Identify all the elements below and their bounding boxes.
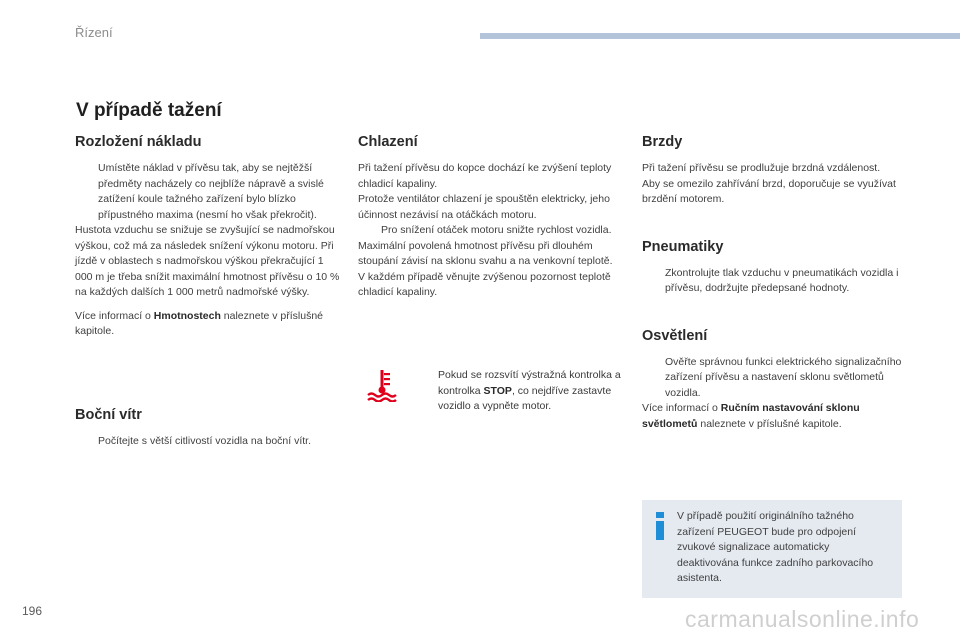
cooling-paragraph-1: Při tažení přívěsu do kopce dochází ke zvýšení teploty chladicí kapaliny. (358, 162, 612, 190)
lighting-more-info-link: Ručním nastavování sklonu světlometů (642, 402, 860, 430)
load-more-info-link: Hmotnostech (153, 309, 221, 322)
column-middle (358, 133, 623, 301)
list-item (642, 266, 907, 297)
brakes-paragraph-2: Aby se omezilo zahřívání brzd, doporučuje se využívat brzdění motorem. (642, 177, 896, 205)
warning-bullet: Pokud se rozsvítí výstražná kontrolka a kontrolka STOP, co nejdříve zastavte vozidlo a vypněte motor. (438, 369, 621, 412)
list-item (642, 355, 907, 402)
load-bullet-text: Umístěte náklad v přívěsu tak, aby se nejtěžší předměty nacházely co nejblíže nápravě a svislé zatížení koule tažného zařízení bylo blízko přípustného maxima (nesmí ho však překročit). (98, 162, 324, 221)
chapter-title: Řízení (75, 25, 113, 40)
list-item (75, 434, 340, 450)
coolant-temperature-warning-icon (365, 368, 399, 402)
list-item (358, 223, 623, 239)
section-heading-tyres: Pneumatiky (642, 238, 724, 255)
list-item (75, 161, 340, 223)
info-box (642, 500, 902, 598)
cooling-paragraph-4: V každém případě věnujte zvýšenou pozornost teplotě chladicí kapaliny. (358, 270, 611, 298)
section-heading-lighting: Osvětlení (642, 327, 708, 344)
section-heading-brakes: Brzdy (642, 134, 683, 150)
cooling-paragraph-3: Maximální povolená hmotnost přívěsu při dlouhém stoupání závisí na sklonu svahu a na venkovní teplotě. (358, 239, 613, 267)
info-icon (654, 512, 666, 540)
cooling-paragraph-2: Protože ventilátor chlazení je spouštěn elektricky, jeho účinnost nezávisí na otáčkách motoru. (358, 193, 610, 221)
load-more-info: Více informací o Hmotnostech naleznete v příslušné kapitole. (75, 309, 324, 337)
tyres-bullet-text: Zkontrolujte tlak vzduchu v pneumatikách vozidla i přívěsu, dodržujte předepsané hodnoty. (665, 266, 899, 294)
brakes-paragraph-1: Při tažení přívěsu se prodlužuje brzdná vzdálenost. (642, 162, 881, 174)
section-heading-load: Rozložení nákladu (75, 134, 202, 150)
section-heading-cooling: Chlazení (358, 134, 418, 150)
wind-bullet-text: Počítejte s větší citlivostí vozidla na boční vítr. (98, 434, 312, 447)
load-paragraph: Hustota vzduchu se snižuje se zvyšující se nadmořskou výškou, což má za následek snížení výkonu motoru. Při jízdě v oblastech s nadmořskou výškou překračující 1 000 m je třeba snížit maximální hmotnost přívěsu o 10 % na každých dalších 1 000 metrů nadmořské výšky. (75, 224, 340, 298)
page-title: V případě tažení (76, 100, 222, 121)
section-heading-wind: Boční vítr (75, 406, 142, 423)
lighting-bullet-text: Ověřte správnou funkci elektrického signalizačního zařízení přívěsu a nastavení sklonu světlometů vozidla. (665, 355, 902, 399)
cooling-bullet-text: Pro snížení otáček motoru snižte rychlost vozidla. (381, 224, 612, 236)
watermark: carmanualsonline.info (685, 606, 920, 632)
lighting-more-info: Více informací o Ručním nastavování sklonu světlometů naleznete v příslušné kapitole. (642, 402, 860, 430)
header-accent-bar (480, 33, 960, 39)
column-left (75, 133, 340, 449)
stop-label: STOP (483, 384, 512, 397)
column-right (642, 133, 907, 432)
page-number: 196 (22, 604, 43, 618)
info-text: V případě použití originálního tažného zařízení PEUGEOT bude pro odpojení zvukové signalizace automaticky deaktivována funkce zadního parkovacího asistenta. (677, 510, 874, 584)
